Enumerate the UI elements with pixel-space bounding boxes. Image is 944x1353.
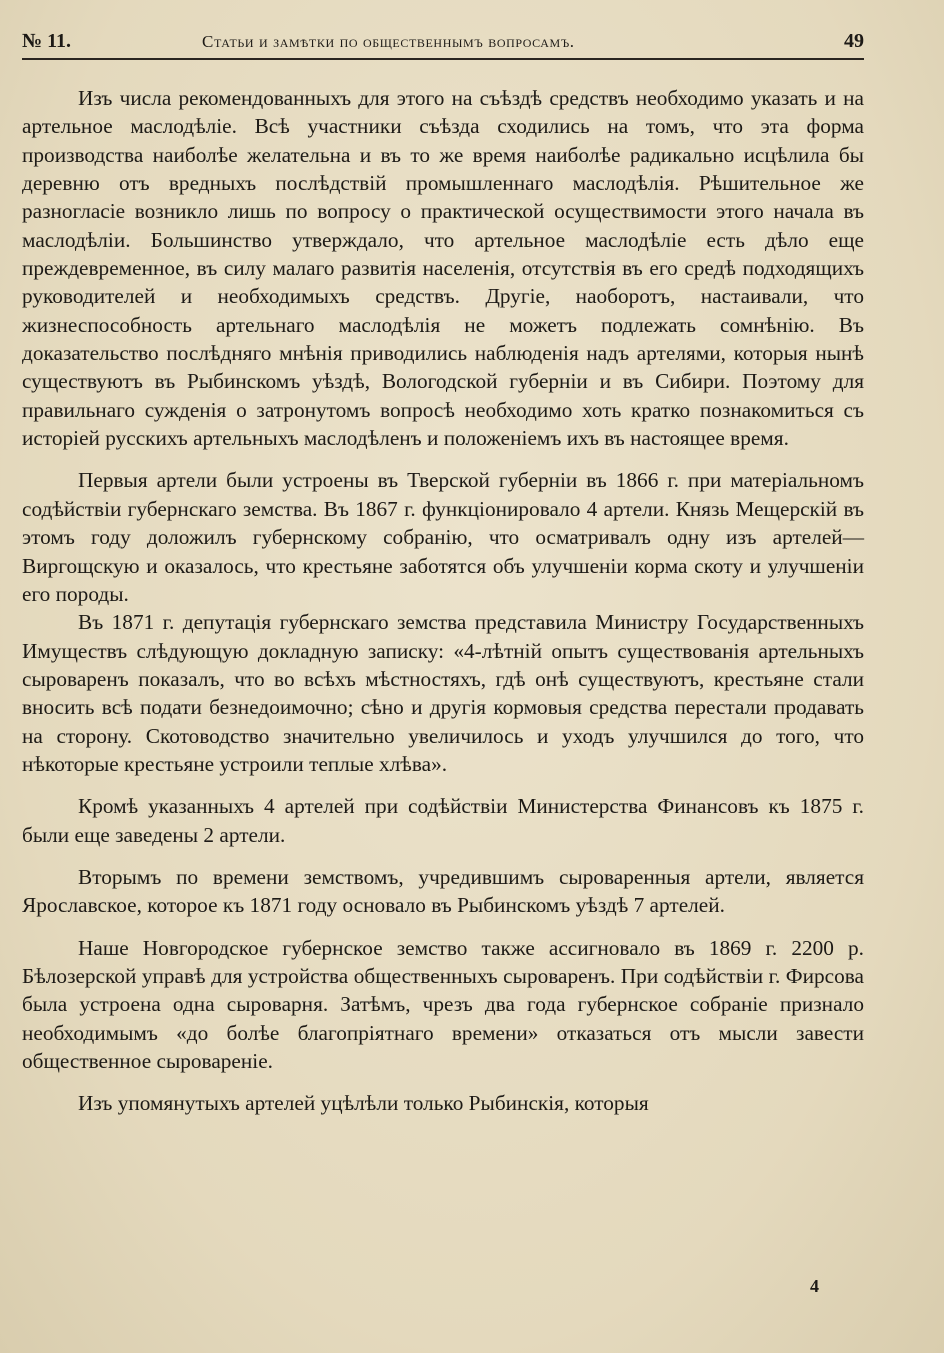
paragraph: Въ 1871 г. депутація губернскаго земства представила Министру Государственныхъ Имуществъ слѣдующую докладную записку: «4-лѣтній опытъ существованія артельныхъ сыроваренъ показалъ, что во всѣхъ мѣстностяхъ, гдѣ онѣ существуютъ, крестьяне стали вносить всѣ подати безнедоимочно; сѣно и другія кормовыя средства перестали продавать на сторону. Скотоводство значительно увеличилось и уходъ улучшился до того, что нѣкоторые крестьяне устроили теплые хлѣва». <box>22 610 864 776</box>
page-number: 49 <box>844 30 864 52</box>
signature-mark: 4 <box>810 1276 819 1296</box>
paragraph: Изъ упомянутыхъ артелей уцѣлѣли только Рыбинскія, которыя <box>78 1091 649 1116</box>
paragraph: Кромѣ указанныхъ 4 артелей при содѣйствіи Министерства Финансовъ къ 1875 г. были еще заведены 2 артели. <box>22 794 864 847</box>
paragraph: Наше Новгородское губернское земство также ассигновало въ 1869 г. 2200 р. Бѣлозерской управѣ для устройства общественныхъ сыроваренъ. При содѣйствіи г. Фирсова была устроена одна сыроварня. Затѣмъ, чрезъ два года губернское собраніе признало необходимымъ «до болѣе благопріятнаго времени» отказаться отъ мысли завести общественное сыровареніе. <box>22 935 864 1073</box>
running-header <box>22 28 864 60</box>
paragraph: Изъ числа рекомендованныхъ для этого на съѣздѣ средствъ необходимо указать и на артельное маслодѣліе. Всѣ участники съѣзда сходились на томъ, что эта форма производства наиболѣе желательна и въ то же время наиболѣе радикально исцѣлила бы деревню отъ вредныхъ послѣдствій промышленнаго маслодѣлія. Рѣшительное же разногласіе возникло лишь по вопросу о практической осуществимости этого начала въ маслодѣліи. Большинство утверждало, что артельное маслодѣліе есть дѣло еще преждевременное, въ силу малаго развитія населенія, отсутствія въ его средѣ подходящихъ руководителей и необходимыхъ средствъ. Другіе, наоборотъ, настаивали, что жизнеспособность артельнаго маслодѣлія не можетъ подлежать сомнѣнію. Въ доказательство послѣдняго мнѣнія приводились наблюденія надъ артелями, которыя нынѣ существуютъ въ Рыбинскомъ уѣздѣ, Вологодской губерніи и въ Сибири. Поэтому для правильнаго сужденія о затронутомъ вопросѣ необходимо хоть кратко познакомиться съ исторіей русскихъ артельныхъ маслодѣленъ и положеніемъ ихъ въ настоящее время. <box>22 86 864 451</box>
paragraph: Вторымъ по времени земствомъ, учредившимъ сыроваренныя артели, является Ярославское, которое къ 1871 году основало въ Рыбинскомъ уѣздѣ 7 артелей. <box>22 864 864 918</box>
paragraph: Первыя артели были устроены въ Тверской губерніи въ 1866 г. при матеріальномъ содѣйствіи губернскаго земства. Въ 1867 г. функціонировало 4 артели. Князь Мещерскій въ этомъ году доложилъ губернскому собранію, что осматривалъ одну изъ артелей—Виргощскую и оказалось, что крестьяне заботятся объ улучшеніи корма скоту и улучшеніи его породы. <box>22 468 864 606</box>
article-body <box>22 84 864 1132</box>
issue-number: № 11. <box>22 30 71 52</box>
section-title: Статьи и замѣтки по общественнымъ вопросамъ. <box>202 32 575 51</box>
